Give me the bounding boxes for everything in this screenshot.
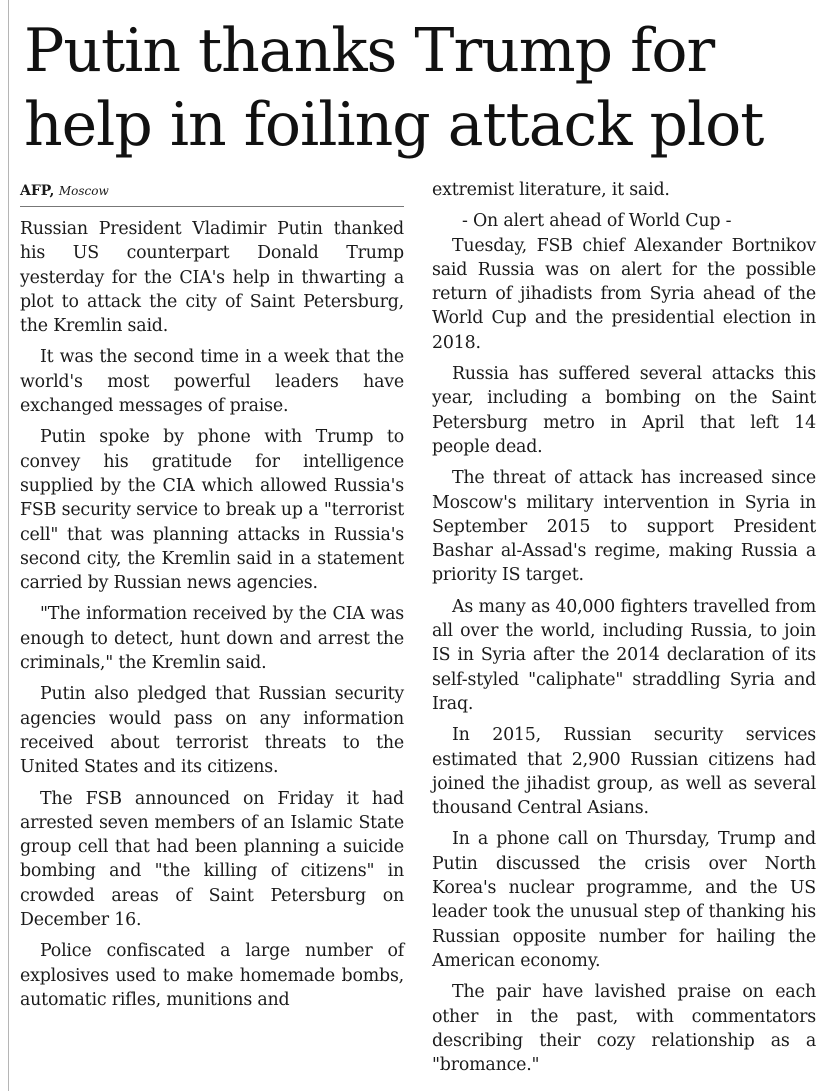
byline bbox=[20, 180, 404, 207]
paragraph: The FSB announced on Friday it had arrested seven members of an Islamic State group cell that had been planning a suicide bombing and "the killing of citizens" in crowded areas of Saint Petersburg on December 16. bbox=[20, 788, 404, 931]
paragraph: In 2015, Russian security services estimated that 2,900 Russian citizens had joined the jihadist group, as well as several thousand Central Asians. bbox=[432, 725, 816, 819]
subhead: - On alert ahead of World Cup - bbox=[462, 211, 732, 232]
paragraph: Russia has suffered several attacks this year, including a bombing on the Saint Petersburg metro in April that left 14 people dead. bbox=[432, 364, 816, 457]
paragraph: The threat of attack has increased since Moscow's military intervention in Syria in September 2015 to support President Bashar al-Assad's regime, making Russia a priority IS target. bbox=[432, 468, 816, 586]
paragraph: Russian President Vladimir Putin thanked his US counterpart Donald Trump yesterday for the CIA's help in thwarting a plot to attack the city of Saint Petersburg, the Kremlin said. bbox=[20, 219, 404, 337]
paragraph: Putin spoke by phone with Trump to convey his gratitude for intelligence supplied by the CIA which allowed Russia's FSB security service to break up a "terrorist cell" that was planning attacks in Russia's second city, the Kremlin said in a statement carried by Russian news agencies. bbox=[20, 427, 404, 594]
byline-place: Moscow bbox=[58, 184, 109, 198]
paragraph: In a phone call on Thursday, Trump and Putin discussed the crisis over North Korea's nuclear programme, and the US leader took the unusual step of thanking his Russian opposite number for hailing the American economy. bbox=[432, 829, 816, 971]
right-column bbox=[432, 178, 816, 1084]
paragraph: Putin also pledged that Russian security agencies would pass on any information received about terrorist threats to the United States and its citizens. bbox=[20, 684, 404, 778]
paragraph: It was the second time in a week that the world's most powerful leaders have exchanged messages of praise. bbox=[20, 347, 404, 417]
left-margin-rule bbox=[8, 0, 9, 1091]
paragraph: "The information received by the CIA was enough to detect, hunt down and arrest the criminals," the Kremlin said. bbox=[20, 604, 404, 674]
byline-agency: AFP, bbox=[20, 183, 55, 199]
paragraph: Tuesday, FSB chief Alexander Bortnikov said Russia was on alert for the possible return of jihadists from Syria ahead of the World Cup and the presidential election in 2018. bbox=[432, 235, 816, 353]
paragraph: Police confiscated a large number of explosives used to make homemade bombs, automatic rifles, munitions and bbox=[20, 941, 404, 1010]
paragraph: As many as 40,000 fighters travelled from all over the world, including Russia, to join IS in Syria after the 2014 declaration of its self-styled "caliphate" straddling Syria and Iraq. bbox=[432, 596, 816, 714]
paragraph: The pair have lavished praise on each other in the past, with commentators describing their cozy relationship as a "bromance." bbox=[432, 982, 816, 1076]
headline: Putin thanks Trump for help in foiling attack plot bbox=[24, 16, 764, 160]
left-column bbox=[20, 180, 404, 1019]
paragraph-continuation: extremist literature, it said. bbox=[432, 180, 670, 200]
